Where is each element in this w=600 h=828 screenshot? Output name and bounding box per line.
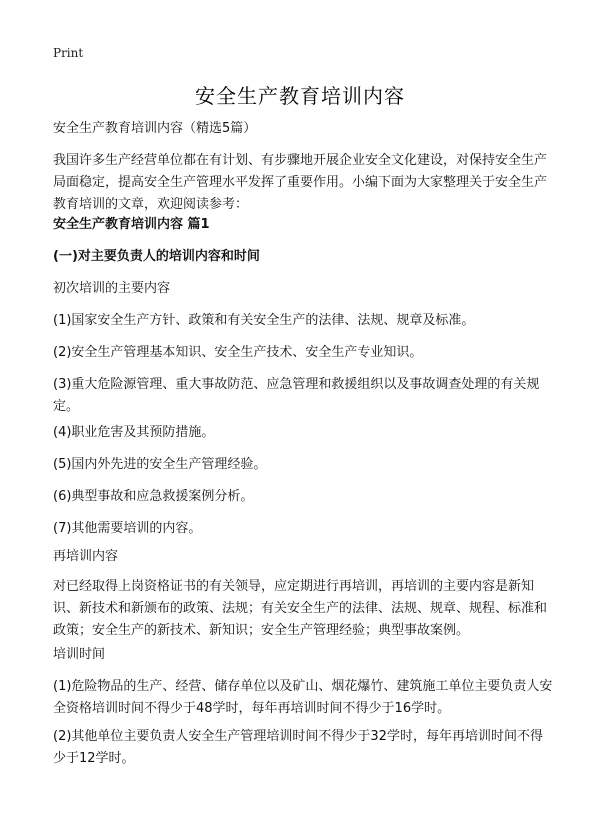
list-item: (4)职业危害及其预防措施。 <box>53 425 215 440</box>
list-item: (7)其他需要培训的内容。 <box>53 521 202 536</box>
list-item: (1)危险物品的生产、经营、储存单位以及矿山、烟花爆竹、建筑施工单位主要负责人安全资格培训时间不得少于48学时，每年再培训时间不得少于16学时。 <box>53 679 553 716</box>
list-item: (2)安全生产管理基本知识、安全生产技术、安全生产专业知识。 <box>53 345 423 360</box>
section-heading: 安全生产教育培训内容 篇1 <box>53 217 210 232</box>
training-time-heading: 培训时间 <box>53 647 106 662</box>
retraining-paragraph: 对已经取得上岗资格证书的有关领导，应定期进行再培训，再培训的主要内容是新知识、新技术和新颁布的政策、法规；有关安全生产的法律、法规、规章、规程、标准和政策；安全生产的新技术、新知识；安全生产管理经验；典型事故案例。 <box>53 579 548 638</box>
intro-paragraph: 我国许多生产经营单位都在有计划、有步骤地开展企业安全文化建设，对保持安全生产局面稳定，提高安全生产管理水平发挥了重要作用。小编下面为大家整理关于安全生产教育培训的文章，欢迎阅读参考： <box>53 153 548 212</box>
retraining-heading: 再培训内容 <box>53 549 119 564</box>
subsection-heading: (一)对主要负责人的培训内容和时间 <box>53 249 260 264</box>
subtitle: 安全生产教育培训内容（精选5篇） <box>53 121 257 136</box>
print-link[interactable]: Print <box>53 46 84 60</box>
list-item: (1)国家安全生产方针、政策和有关安全生产的法律、法规、规章及标准。 <box>53 313 475 328</box>
list-item: (2)其他单位主要负责人安全生产管理培训时间不得少于32学时，每年再培训时间不得少于12学时。 <box>53 729 543 766</box>
page-title: 安全生产教育培训内容 <box>195 84 405 108</box>
list-item: (5)国内外先进的安全生产管理经验。 <box>53 457 267 472</box>
list-item: (3)重大危险源管理、重大事故防范、应急管理和救援组织以及事故调查处理的有关规定。 <box>53 377 540 414</box>
list-item: (6)典型事故和应急救援案例分析。 <box>53 489 254 504</box>
initial-training-heading: 初次培训的主要内容 <box>53 281 171 296</box>
